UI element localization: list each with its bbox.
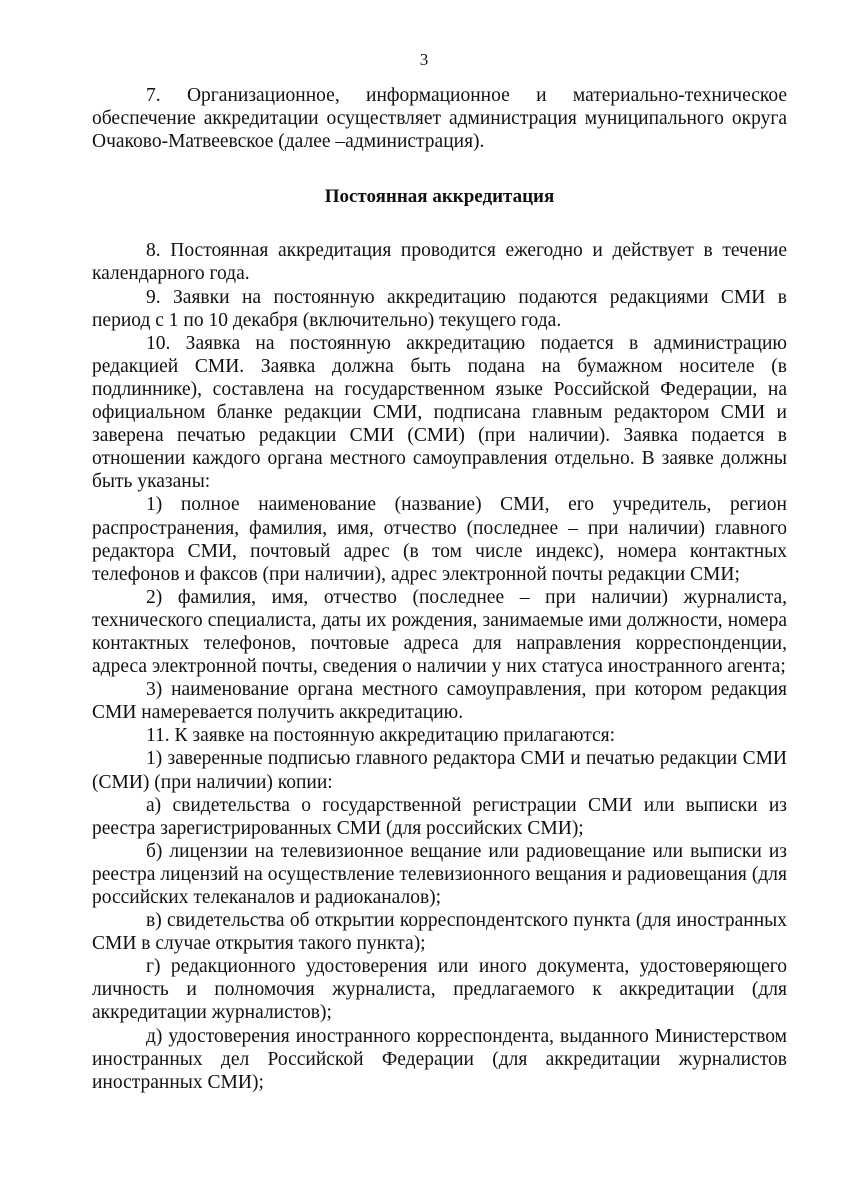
- sub-item-d: д) удостоверения иностранного корреспондента, выданного Министерством иностранных дел Российской Федерации (для аккредитации журналистов иностранных СМИ);: [92, 1025, 787, 1093]
- list-item-10-2: 2) фамилия, имя, отчество (последнее – при наличии) журналиста, технического специалиста, даты их рождения, занимаемые ими должности, номера контактных телефонов, почтовые адреса для направления корреспонденции, адреса электронной почты, сведения о наличии у них статуса иностранного агента;: [92, 586, 787, 678]
- document-body: [92, 84, 787, 1094]
- list-item-11-1: 1) заверенные подписью главного редактора СМИ и печатью редакции СМИ (СМИ) (при наличии) копии:: [92, 748, 787, 793]
- sub-item-v: в) свидетельства об открытии корреспондентского пункта (для иностранных СМИ в случае открытия такого пункта);: [92, 910, 787, 955]
- sub-item-a: а) свидетельства о государственной регистрации СМИ или выписки из реестра зарегистрированных СМИ (для российских СМИ);: [92, 794, 787, 839]
- list-item-10-1: 1) полное наименование (название) СМИ, его учредитель, регион распространения, фамилия, имя, отчество (последнее – при наличии) главного редактора СМИ, почтовый адрес (в том числе индекс), номера контактных телефонов и факсов (при наличии), адрес электронной почты редакции СМИ;: [92, 494, 787, 585]
- list-item-10-3: 3) наименование органа местного самоуправления, при котором редакция СМИ намеревается получить аккредитацию.: [92, 679, 787, 724]
- sub-item-g: г) редакционного удостоверения или иного документа, удостоверяющего личность и полномочия журналиста, предлагаемого к аккредитации (для аккредитации журналистов);: [92, 956, 787, 1024]
- section-heading: Постоянная аккредитация: [324, 186, 555, 208]
- paragraph-11: 11. К заявке на постоянную аккредитацию прилагаются:: [146, 725, 616, 747]
- paragraph-10: 10. Заявка на постоянную аккредитацию подается в администрацию редакцией СМИ. Заявка должна быть подана на бумажном носителе (в подлиннике), составлена на государственном языке Российской Федерации, на официальном бланке редакции СМИ, подписана главным редактором СМИ и заверена печатью редакции СМИ (СМИ) (при наличии). Заявка подается в отношении каждого органа местного самоуправления отдельно. В заявке должны быть указаны:: [92, 332, 787, 493]
- paragraph-8: 8. Постоянная аккредитация проводится ежегодно и действует в течение календарного года.: [92, 240, 787, 285]
- sub-item-b: б) лицензии на телевизионное вещание или радиовещание или выписки из реестра лицензий на осуществление телевизионного вещания и радиовещания (для российских телеканалов и радиоканалов);: [92, 840, 787, 908]
- page-number: 3: [419, 50, 429, 69]
- paragraph-7: 7. Организационное, информационное и материально-техническое обеспечение аккредитации осуществляет администрация муниципального округа Очаково-Матвеевское (далее –администрация).: [92, 85, 787, 153]
- paragraph-9: 9. Заявки на постоянную аккредитацию подаются редакциями СМИ в период с 1 по 10 декабря (включительно) текущего года.: [92, 286, 787, 331]
